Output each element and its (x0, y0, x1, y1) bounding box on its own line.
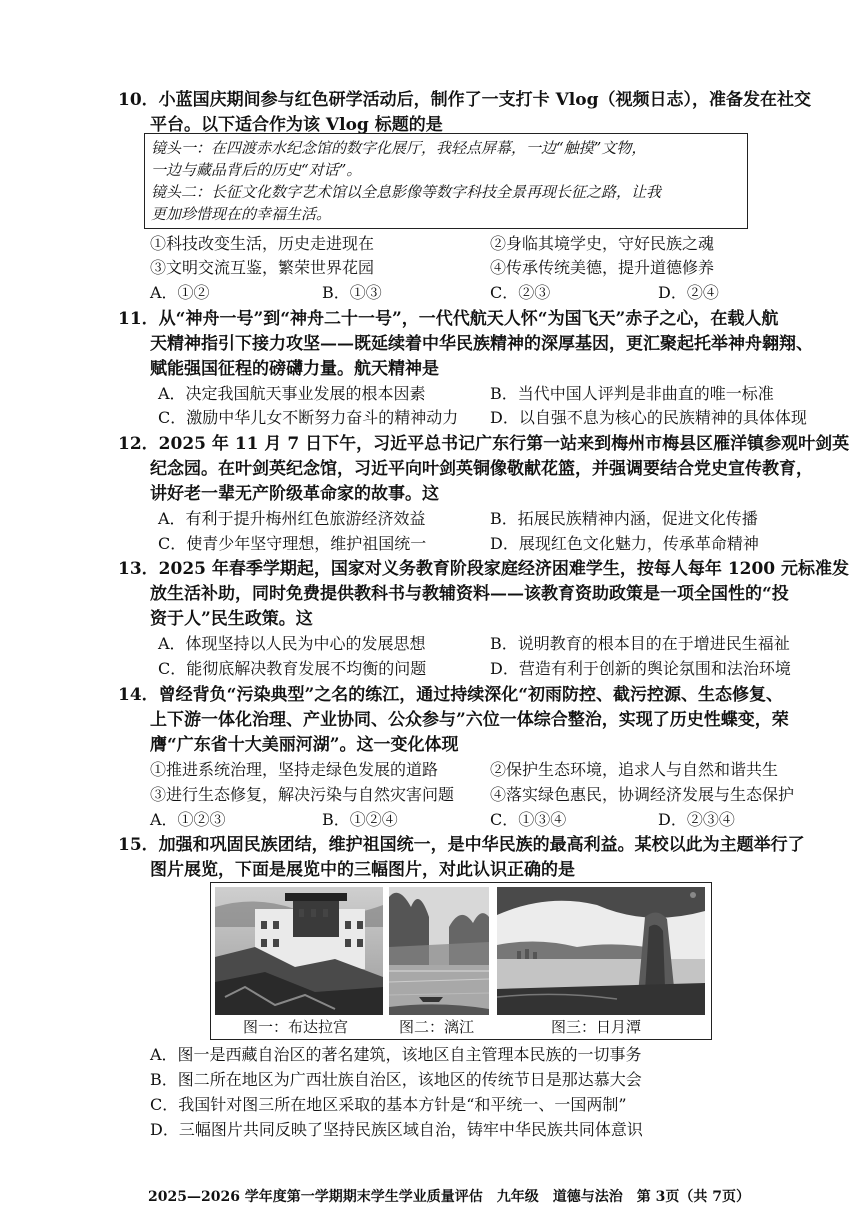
q14-statement-3: ③进行生态修复，解决污染与自然灾害问题 (150, 785, 455, 804)
q10-statement-4: ④传承传统美德，提升道德修养 (490, 258, 715, 277)
q10-stem (118, 88, 811, 112)
q15-line1: 加强和巩固民族团结，维护祖国统一，是中华民族的最高利益。某校以此为主题举行了 (158, 835, 805, 855)
q10-option-b[interactable]: B．①③ (322, 283, 382, 302)
q11-option-d[interactable]: D．以自强不息为核心的民族精神的具体体现 (490, 408, 807, 427)
q14-line2: 上下游一体化治理、产业协同、公众参与”六位一体综合整治，实现了历史性蝶变，荣 (150, 710, 789, 730)
potala-palace-photo (215, 887, 383, 1015)
figure2-caption: 图二：漓江 (399, 1018, 475, 1036)
q12-line3: 讲好老一辈无产阶级革命家的故事。这 (150, 484, 439, 504)
q11-stem (118, 307, 778, 331)
q15-option-a[interactable]: A．图一是西藏自治区的著名建筑，该地区自主管理本民族的一切事务 (150, 1045, 642, 1064)
q15-stem (118, 833, 805, 857)
q12-line2: 纪念园。在叶剑英纪念馆，习近平向叶剑英铜像敬献花篮，并强调要结合党史宣传教育， (150, 459, 813, 479)
q11-number: 11． (118, 309, 159, 329)
li-river-photo (389, 887, 489, 1015)
q10-box-line3: 镜头二：长征文化数字艺术馆以全息影像等数字科技全景再现长征之路，让我 (151, 183, 662, 201)
q13-stem (118, 557, 849, 581)
q13-option-c[interactable]: C．能彻底解决教育发展不均衡的问题 (158, 659, 427, 678)
q13-option-b[interactable]: B．说明教育的根本目的在于增进民生福祉 (490, 634, 790, 653)
q11-line3: 赋能强国征程的磅礴力量。航天精神是 (150, 359, 439, 379)
q13-line1: 2025 年春季学期起，国家对义务教育阶段家庭经济困难学生，按每人每年 1200 元标准发 (158, 559, 850, 579)
sun-moon-lake-photo (497, 887, 705, 1015)
q15-option-d[interactable]: D．三幅图片共同反映了坚持民族区域自治，铸牢中华民族共同体意识 (150, 1120, 643, 1139)
q14-line3: 膺“广东省十大美丽河湖”。这一变化体现 (150, 735, 459, 755)
q15-line2: 图片展览，下面是展览中的三幅图片，对此认识正确的是 (150, 860, 575, 880)
q13-line2: 放生活补助，同时免费提供教科书与教辅资料——该教育资助政策是一项全国性的“投 (150, 584, 789, 604)
q11-option-b[interactable]: B．当代中国人评判是非曲直的唯一标准 (490, 384, 774, 403)
q14-stem (118, 683, 783, 707)
q10-statement-3: ③文明交流互鉴，繁荣世界花园 (150, 258, 375, 277)
q11-option-c[interactable]: C．激励中华儿女不断努力奋斗的精神动力 (158, 408, 459, 427)
q12-option-d[interactable]: D．展现红色文化魅力，传承革命精神 (490, 534, 759, 553)
q14-option-b[interactable]: B．①②④ (322, 810, 398, 829)
q10-box-line4: 更加珍惜现在的幸福生活。 (151, 205, 332, 223)
q12-stem (118, 432, 849, 456)
q10-option-c[interactable]: C．②③ (490, 283, 551, 302)
q10-material-box (144, 133, 748, 229)
q14-statement-4: ④落实绿色惠民，协调经济发展与生态保护 (490, 785, 795, 804)
q10-box-line2: 一边与藏品背后的历史“对话”。 (151, 161, 362, 179)
figure1-caption: 图一：布达拉宫 (243, 1018, 349, 1036)
q11-line1: 从“神舟一号”到“神舟二十一号”，一代代航天人怀“为国飞天”赤子之心，在载人航 (158, 309, 779, 329)
q14-statement-1: ①推进系统治理，坚持走绿色发展的道路 (150, 760, 439, 779)
q10-statement-1: ①科技改变生活，历史走进现在 (150, 234, 375, 253)
q10-line1: 小蓝国庆期间参与红色研学活动后，制作了一支打卡 Vlog（视频日志），准备发在社交 (158, 90, 811, 110)
q10-option-d[interactable]: D．②④ (658, 283, 719, 302)
q15-number: 15． (118, 835, 159, 855)
q11-option-a[interactable]: A．决定我国航天事业发展的根本因素 (158, 384, 426, 403)
q14-line1: 曾经背负“污染典型”之名的练江，通过持续深化“初雨防控、截污控源、生态修复、 (158, 685, 784, 705)
q12-line1: 2025 年 11 月 7 日下午，习近平总书记广东行第一站来到梅州市梅县区雁洋镇参观叶剑英 (158, 434, 850, 454)
q14-option-a[interactable]: A．①②③ (150, 810, 226, 829)
q13-option-d[interactable]: D．营造有利于创新的舆论氛围和法治环境 (490, 659, 791, 678)
q14-option-d[interactable]: D．②③④ (658, 810, 735, 829)
q10-line2: 平台。以下适合作为该 Vlog 标题的是 (150, 115, 443, 135)
q12-number: 12． (118, 434, 159, 454)
q13-line3: 资于人”民生政策。这 (150, 609, 313, 629)
q15-option-c[interactable]: C．我国针对图三所在地区采取的基本方针是“和平统一、一国两制” (150, 1095, 627, 1114)
q12-option-a[interactable]: A．有利于提升梅州红色旅游经济效益 (158, 509, 426, 528)
q14-statement-2: ②保护生态环境，追求人与自然和谐共生 (490, 760, 779, 779)
q15-option-b[interactable]: B．图二所在地区为广西壮族自治区，该地区的传统节日是那达慕大会 (150, 1070, 642, 1089)
q12-option-c[interactable]: C．使青少年坚守理想，维护祖国统一 (158, 534, 427, 553)
figure3-caption: 图三：日月潭 (551, 1018, 642, 1036)
q15-figure-panel (210, 882, 712, 1040)
q14-number: 14． (118, 685, 159, 705)
q10-option-a[interactable]: A．①② (150, 283, 210, 302)
q13-number: 13． (118, 559, 159, 579)
q13-option-a[interactable]: A．体现坚持以人民为中心的发展思想 (158, 634, 426, 653)
q12-option-b[interactable]: B．拓展民族精神内涵，促进文化传播 (490, 509, 758, 528)
q10-statement-2: ②身临其境学史，守好民族之魂 (490, 234, 715, 253)
q10-number: 10． (118, 90, 159, 110)
q10-box-line1: 镜头一：在四渡赤水纪念馆的数字化展厅，我轻点屏幕，一边“触摸”文物， (151, 139, 647, 157)
q11-line2: 天精神指引下接力攻坚——既延续着中华民族精神的深厚基因，更汇聚起托举神舟翱翔、 (150, 334, 813, 354)
q14-option-c[interactable]: C．①③④ (490, 810, 567, 829)
page-footer: 2025—2026 学年度第一学期期末学生学业质量评估 九年级 道德与法治 第 3页（共 7页） (148, 1189, 751, 1205)
